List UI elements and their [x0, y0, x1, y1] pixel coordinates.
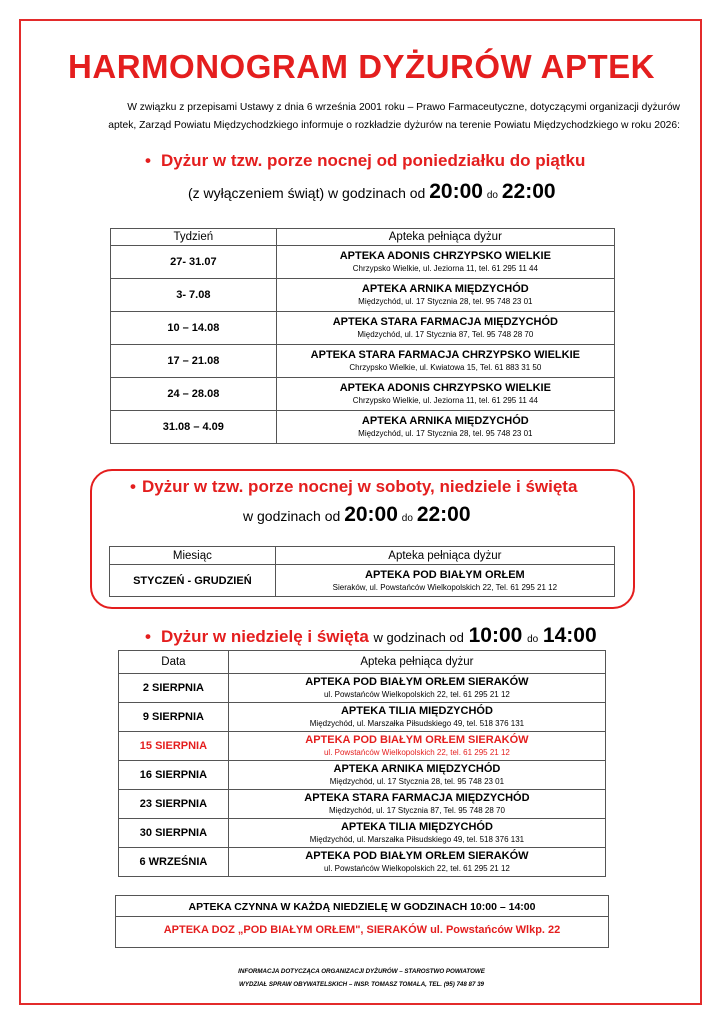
pharmacy-name: APTEKA POD BIAŁYM ORŁEM SIERAKÓW: [305, 850, 529, 862]
date-cell: 6 WRZEŚNIA: [119, 848, 229, 877]
date-cell: 9 SIERPNIA: [119, 703, 229, 732]
pharmacy-cell: [228, 848, 605, 877]
pharmacy-name: APTEKA ARNIKA MIĘDZYCHÓD: [361, 283, 529, 295]
footer-line-2: WYDZIAŁ SPRAW OBYWATELSKICH – INSP. TOMASZ TOMALA, TEL. (95) 748 87 39: [238, 981, 484, 988]
bullet-icon: •: [130, 477, 136, 496]
pharmacy-name: APTEKA STARA FARMACJA CHRZYPSKO WIELKIE: [310, 349, 580, 361]
section1-time-to: 22:00: [501, 180, 556, 203]
intro-text: [60, 99, 680, 135]
pharmacy-cell: [275, 565, 614, 597]
pharmacy-cell: [228, 790, 605, 819]
date-cell: 2 SIERPNIA: [119, 674, 229, 703]
table-row: [110, 565, 615, 597]
table-row: [119, 761, 606, 790]
note-line-2: APTEKA DOZ „POD BIAŁYM ORŁEM", SIERAKÓW ul. Powstańców Wlkp. 22: [163, 924, 561, 936]
pharmacy-address: Międzychód, ul. Marszałka Piłsudskiego 49, tel. 518 376 131: [309, 835, 525, 844]
col-header-date: Data: [119, 651, 229, 674]
pharmacy-name: APTEKA STARA FARMACJA MIĘDZYCHÓD: [304, 792, 530, 804]
pharmacy-address: Międzychód, ul. 17 Stycznia 28, tel. 95 748 23 01: [358, 297, 533, 306]
date-cell: 16 SIERPNIA: [119, 761, 229, 790]
table-row: [111, 279, 615, 312]
pharmacy-address: ul. Powstańców Wielkopolskich 22, tel. 61 295 21 12: [323, 690, 510, 699]
section2-hours: [243, 503, 471, 527]
sunday-note-box: [115, 895, 609, 948]
pharmacy-address: Chrzypsko Wielkie, ul. Jeziorna 11, tel. 61 295 11 44: [352, 396, 538, 405]
month-cell: STYCZEŃ - GRUDZIEŃ: [110, 565, 276, 597]
table-row: [119, 703, 606, 732]
pharmacy-cell: [228, 674, 605, 703]
pharmacy-cell: [276, 345, 614, 378]
col-header-pharmacy: Apteka pełniąca dyżur: [228, 651, 605, 674]
pharmacy-address: Międzychód, ul. 17 Stycznia 28, tel. 95 748 23 01: [358, 429, 533, 438]
table-row: [111, 411, 615, 444]
pharmacy-name: APTEKA POD BIAŁYM ORŁEM: [365, 568, 525, 581]
pharmacy-name: APTEKA ARNIKA MIĘDZYCHÓD: [361, 415, 529, 427]
table-row: [119, 848, 606, 877]
section1-heading: [145, 151, 585, 171]
pharmacy-address: Międzychód, ul. 17 Stycznia 87, Tel. 95 748 28 70: [357, 330, 534, 339]
table-row: [111, 246, 615, 279]
section3-time-to: 14:00: [542, 624, 597, 647]
col-header-pharmacy: Apteka pełniąca dyżur: [275, 547, 614, 565]
pharmacy-name: APTEKA ARNIKA MIĘDZYCHÓD: [333, 763, 501, 775]
pharmacy-cell: [228, 761, 605, 790]
section1-time-from: 20:00: [429, 180, 483, 203]
table-row: [111, 312, 615, 345]
pharmacy-name: APTEKA POD BIAŁYM ORŁEM SIERAKÓW: [305, 676, 529, 688]
col-header-week: Tydzień: [111, 229, 277, 246]
pharmacy-name: APTEKA POD BIAŁYM ORŁEM SIERAKÓW: [305, 734, 529, 746]
section1-hours-prefix: (z wyłączeniem świąt) w godzinach od: [188, 185, 426, 201]
table-row: [111, 378, 615, 411]
section2-time-from: 20:00: [344, 503, 398, 526]
pharmacy-cell: [276, 378, 614, 411]
intro-line-1: W związku z przepisami Ustawy z dnia 6 września 2001 roku – Prawo Farmaceutyczne, dotyczącymi organizacji dyżurów: [127, 102, 680, 113]
col-header-pharmacy: Apteka pełniąca dyżur: [276, 229, 614, 246]
pharmacy-cell: [276, 246, 614, 279]
date-cell: 15 SIERPNIA: [119, 732, 229, 761]
col-header-month: Miesiąc: [110, 547, 276, 565]
week-cell: 27- 31.07: [111, 246, 277, 279]
section2-do: do: [401, 513, 413, 524]
pharmacy-name: APTEKA TILIA MIĘDZYCHÓD: [340, 821, 493, 833]
pharmacy-address: ul. Powstańców Wielkopolskich 22, tel. 61 295 21 12: [323, 864, 510, 873]
pharmacy-address: ul. Powstańców Wielkopolskich 22, tel. 61 295 21 12: [323, 748, 510, 757]
section1-hours: [188, 180, 556, 204]
section1-do: do: [486, 190, 498, 201]
week-cell: 10 – 14.08: [111, 312, 277, 345]
footer-line-1: INFORMACJA DOTYCZĄCA ORGANIZACJI DYŻURÓW – STAROSTWO POWIATOWE: [238, 968, 485, 975]
section3-hours-prefix: w godzinach od: [373, 630, 464, 645]
section2-hours-prefix: w godzinach od: [243, 508, 341, 524]
section1-table: [110, 228, 615, 444]
pharmacy-cell: [276, 279, 614, 312]
footer: [0, 965, 723, 991]
pharmacy-address: Chrzypsko Wielkie, ul. Kwiatowa 15, Tel. 61 883 31 50: [349, 363, 542, 372]
page-title: HARMONOGRAM DYŻURÓW APTEK: [68, 48, 655, 85]
pharmacy-name: APTEKA STARA FARMACJA MIĘDZYCHÓD: [332, 316, 558, 328]
pharmacy-cell: [228, 703, 605, 732]
pharmacy-name: APTEKA ADONIS CHRZYPSKO WIELKIE: [339, 250, 551, 262]
table-row: [111, 345, 615, 378]
week-cell: 17 – 21.08: [111, 345, 277, 378]
pharmacy-cell: [276, 312, 614, 345]
pharmacy-name: APTEKA TILIA MIĘDZYCHÓD: [340, 705, 493, 717]
week-cell: 24 – 28.08: [111, 378, 277, 411]
section3-heading: [145, 624, 597, 648]
table-row: [119, 674, 606, 703]
pharmacy-address: Międzychód, ul. 17 Stycznia 87, Tel. 95 748 28 70: [328, 806, 505, 815]
table-row: [119, 819, 606, 848]
note-line-1: APTEKA CZYNNA W KAŻDĄ NIEDZIELĘ W GODZINACH 10:00 – 14:00: [116, 899, 608, 917]
pharmacy-name: APTEKA ADONIS CHRZYPSKO WIELKIE: [339, 382, 551, 394]
bullet-icon: •: [145, 627, 151, 646]
week-cell: 31.08 – 4.09: [111, 411, 277, 444]
section1-heading-text: Dyżur w tzw. porze nocnej od poniedziałku do piątku: [160, 151, 586, 170]
section3-time-from: 10:00: [468, 624, 523, 647]
bullet-icon: •: [145, 151, 151, 170]
pharmacy-address: Międzychód, ul. Marszałka Piłsudskiego 49, tel. 518 376 131: [309, 719, 525, 728]
pharmacy-address: Chrzypsko Wielkie, ul. Jeziorna 11, tel. 61 295 11 44: [352, 264, 538, 273]
date-cell: 23 SIERPNIA: [119, 790, 229, 819]
pharmacy-cell: [276, 411, 614, 444]
pharmacy-cell: [228, 819, 605, 848]
section2-heading-text: Dyżur w tzw. porze nocnej w soboty, niedziele i święta: [141, 477, 578, 496]
pharmacy-cell: [228, 732, 605, 761]
table-row: [119, 790, 606, 819]
section3-heading-text: Dyżur w niedzielę i święta: [160, 627, 369, 646]
section3-do: do: [527, 634, 539, 645]
week-cell: 3- 7.08: [111, 279, 277, 312]
pharmacy-address: Sieraków, ul. Powstańców Wielkopolskich 22, Tel. 61 295 21 12: [332, 582, 558, 592]
pharmacy-address: Międzychód, ul. 17 Stycznia 28, tel. 95 748 23 01: [329, 777, 505, 786]
date-cell: 30 SIERPNIA: [119, 819, 229, 848]
section3-table: [118, 650, 606, 877]
intro-line-2: aptek, Zarząd Powiatu Międzychodzkiego informuje o rozkładzie dyżurów na terenie Powiatu Międzychodzkiego w roku 2026:: [108, 120, 680, 131]
section2-time-to: 22:00: [416, 503, 471, 526]
section2-heading: [130, 477, 577, 497]
section2-table: [109, 546, 615, 597]
table-row: [119, 732, 606, 761]
